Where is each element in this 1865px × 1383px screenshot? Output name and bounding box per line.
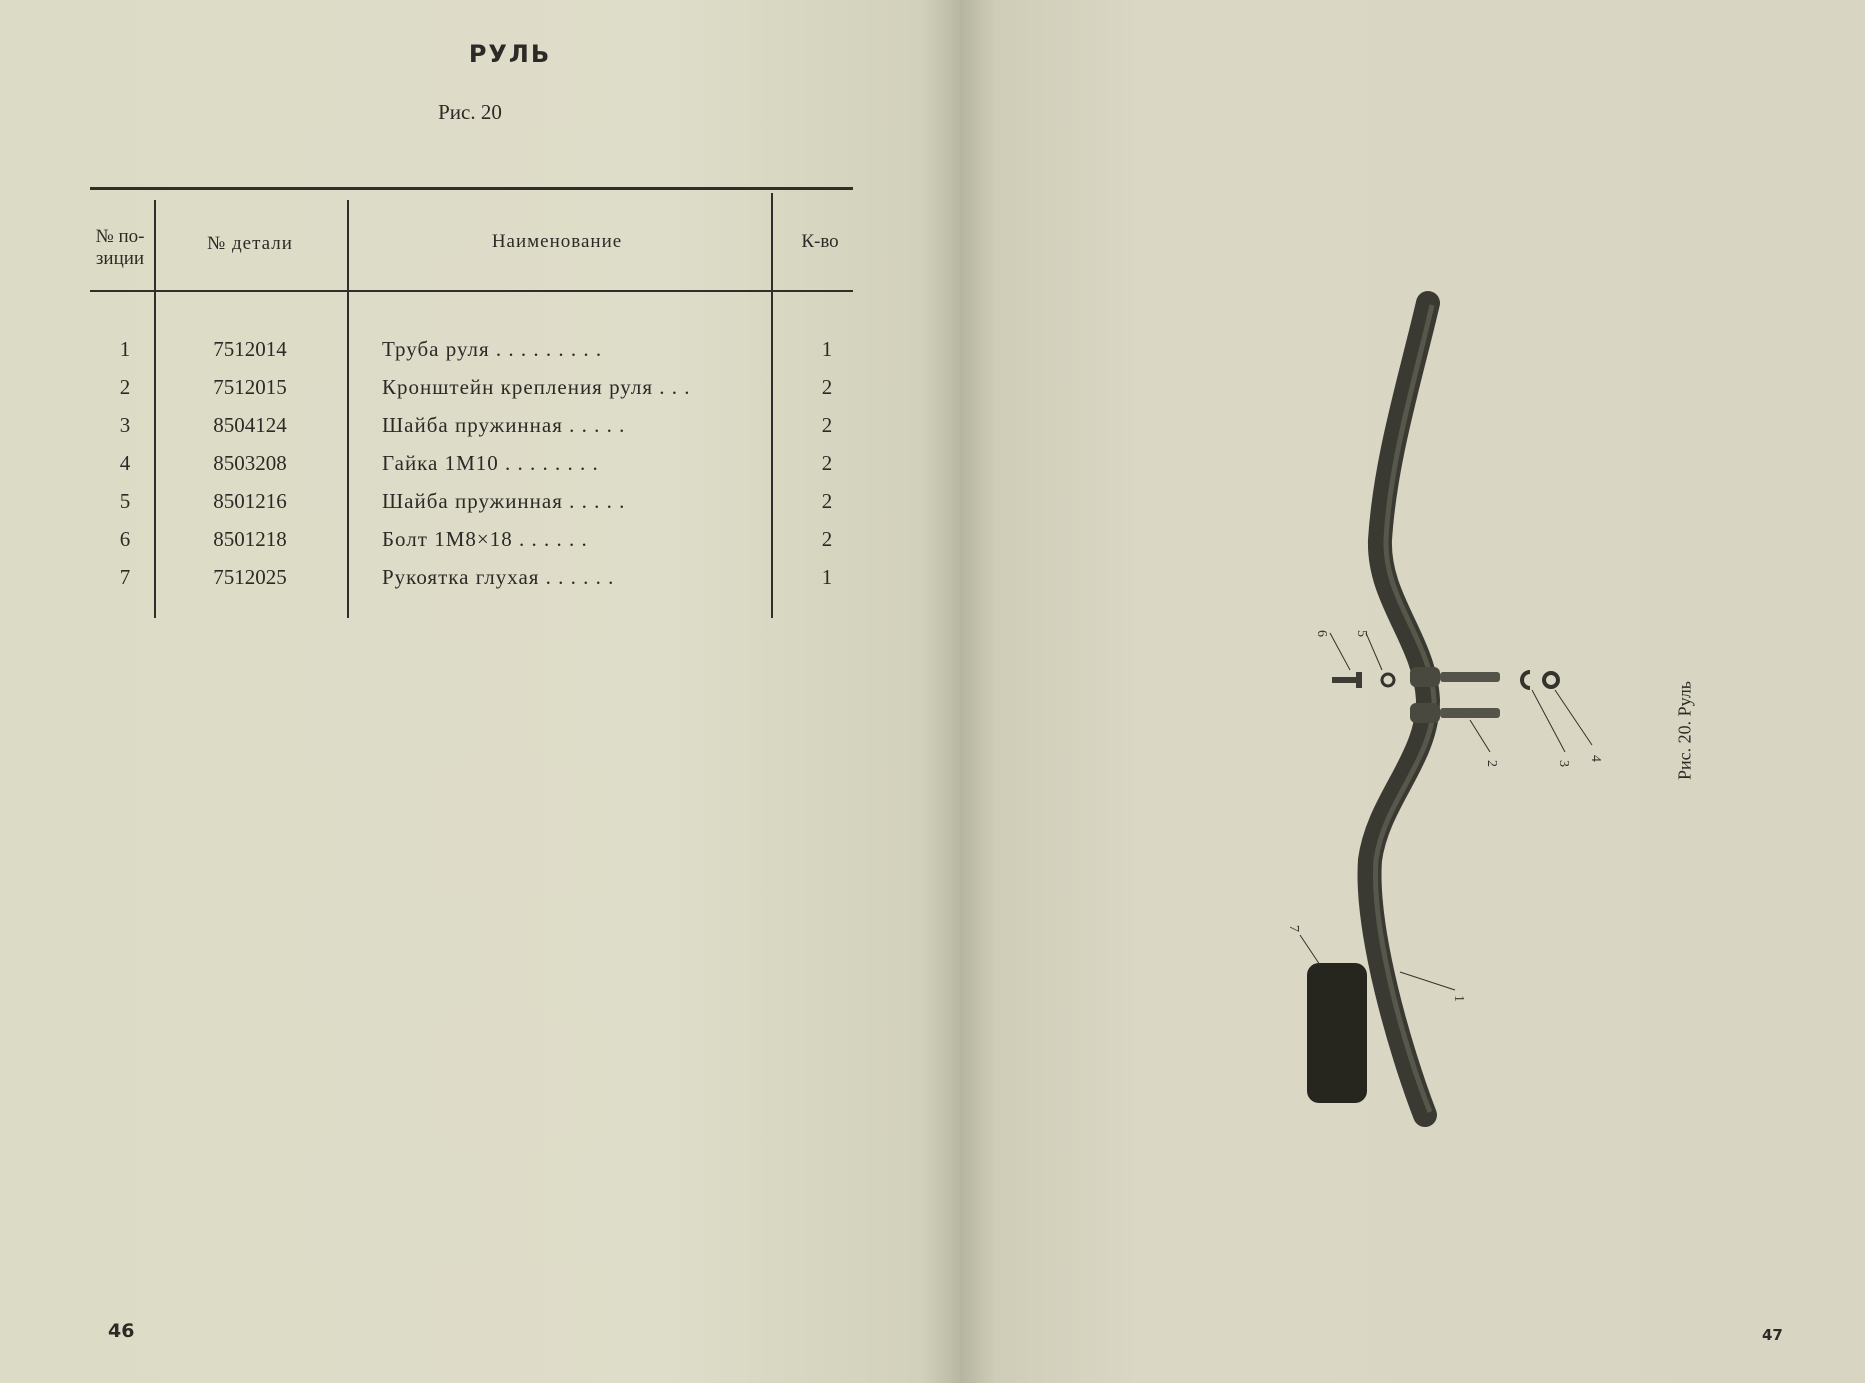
bolt-icon	[1332, 677, 1360, 683]
row-quantity: 1	[821, 565, 833, 589]
row-name: Кронштейн крепления руля . . .	[382, 375, 691, 399]
row-name: Рукоятка глухая . . . . . .	[382, 565, 615, 589]
header-position: № по- зиции	[95, 226, 145, 269]
grip-icon	[1307, 963, 1367, 1103]
page-number-right: 47	[1762, 1326, 1783, 1344]
clamp-lower	[1410, 703, 1440, 723]
page-title: РУЛЬ	[468, 40, 552, 68]
row-quantity: 2	[821, 489, 833, 513]
header-part-number: № детали	[207, 233, 293, 254]
row-quantity: 2	[821, 413, 833, 437]
row-position: 1	[119, 337, 131, 361]
row-position: 4	[119, 451, 131, 475]
row-position: 5	[119, 489, 131, 513]
figure-reference: Рис. 20	[438, 100, 502, 124]
callout-4: 4	[1588, 755, 1603, 762]
row-name: Шайба пружинная . . . . .	[382, 489, 626, 513]
clamp-upper	[1410, 667, 1440, 687]
row-name: Шайба пружинная . . . . .	[382, 413, 626, 437]
bracket-stud-upper	[1440, 672, 1500, 682]
callout-1: 1	[1451, 995, 1466, 1002]
washer-5-icon	[1382, 674, 1394, 686]
bracket-stud-lower	[1440, 708, 1500, 718]
nut-4-icon	[1544, 673, 1558, 687]
page-number-left: 46	[108, 1320, 135, 1342]
row-name: Болт 1М8×18 . . . . . .	[382, 527, 588, 551]
row-part-number: 7512014	[213, 337, 287, 361]
row-part-number: 8501216	[213, 489, 287, 513]
row-quantity: 2	[821, 527, 833, 551]
callout-7: 7	[1286, 925, 1301, 932]
figure-caption: Рис. 20. Руль	[1674, 680, 1695, 781]
bolt-head	[1356, 672, 1362, 688]
row-name: Гайка 1М10 . . . . . . . .	[382, 451, 599, 475]
header-name: Наименование	[491, 231, 623, 252]
row-name: Труба руля . . . . . . . . .	[382, 337, 603, 361]
row-position: 2	[119, 375, 131, 399]
callout-2: 2	[1484, 760, 1499, 767]
row-part-number: 8501218	[213, 527, 287, 551]
row-part-number: 8503208	[213, 451, 287, 475]
row-part-number: 7512025	[213, 565, 287, 589]
row-quantity: 2	[821, 375, 833, 399]
callout-6: 6	[1314, 630, 1329, 637]
callout-5: 5	[1354, 630, 1369, 637]
callout-3: 3	[1556, 760, 1571, 767]
row-position: 6	[119, 527, 131, 551]
row-position: 3	[119, 413, 131, 437]
row-quantity: 1	[821, 337, 833, 361]
header-quantity: К-во	[801, 231, 839, 252]
washer-3-icon	[1522, 672, 1530, 688]
row-position: 7	[119, 565, 131, 589]
row-quantity: 2	[821, 451, 833, 475]
row-part-number: 8504124	[213, 413, 287, 437]
row-part-number: 7512015	[213, 375, 287, 399]
